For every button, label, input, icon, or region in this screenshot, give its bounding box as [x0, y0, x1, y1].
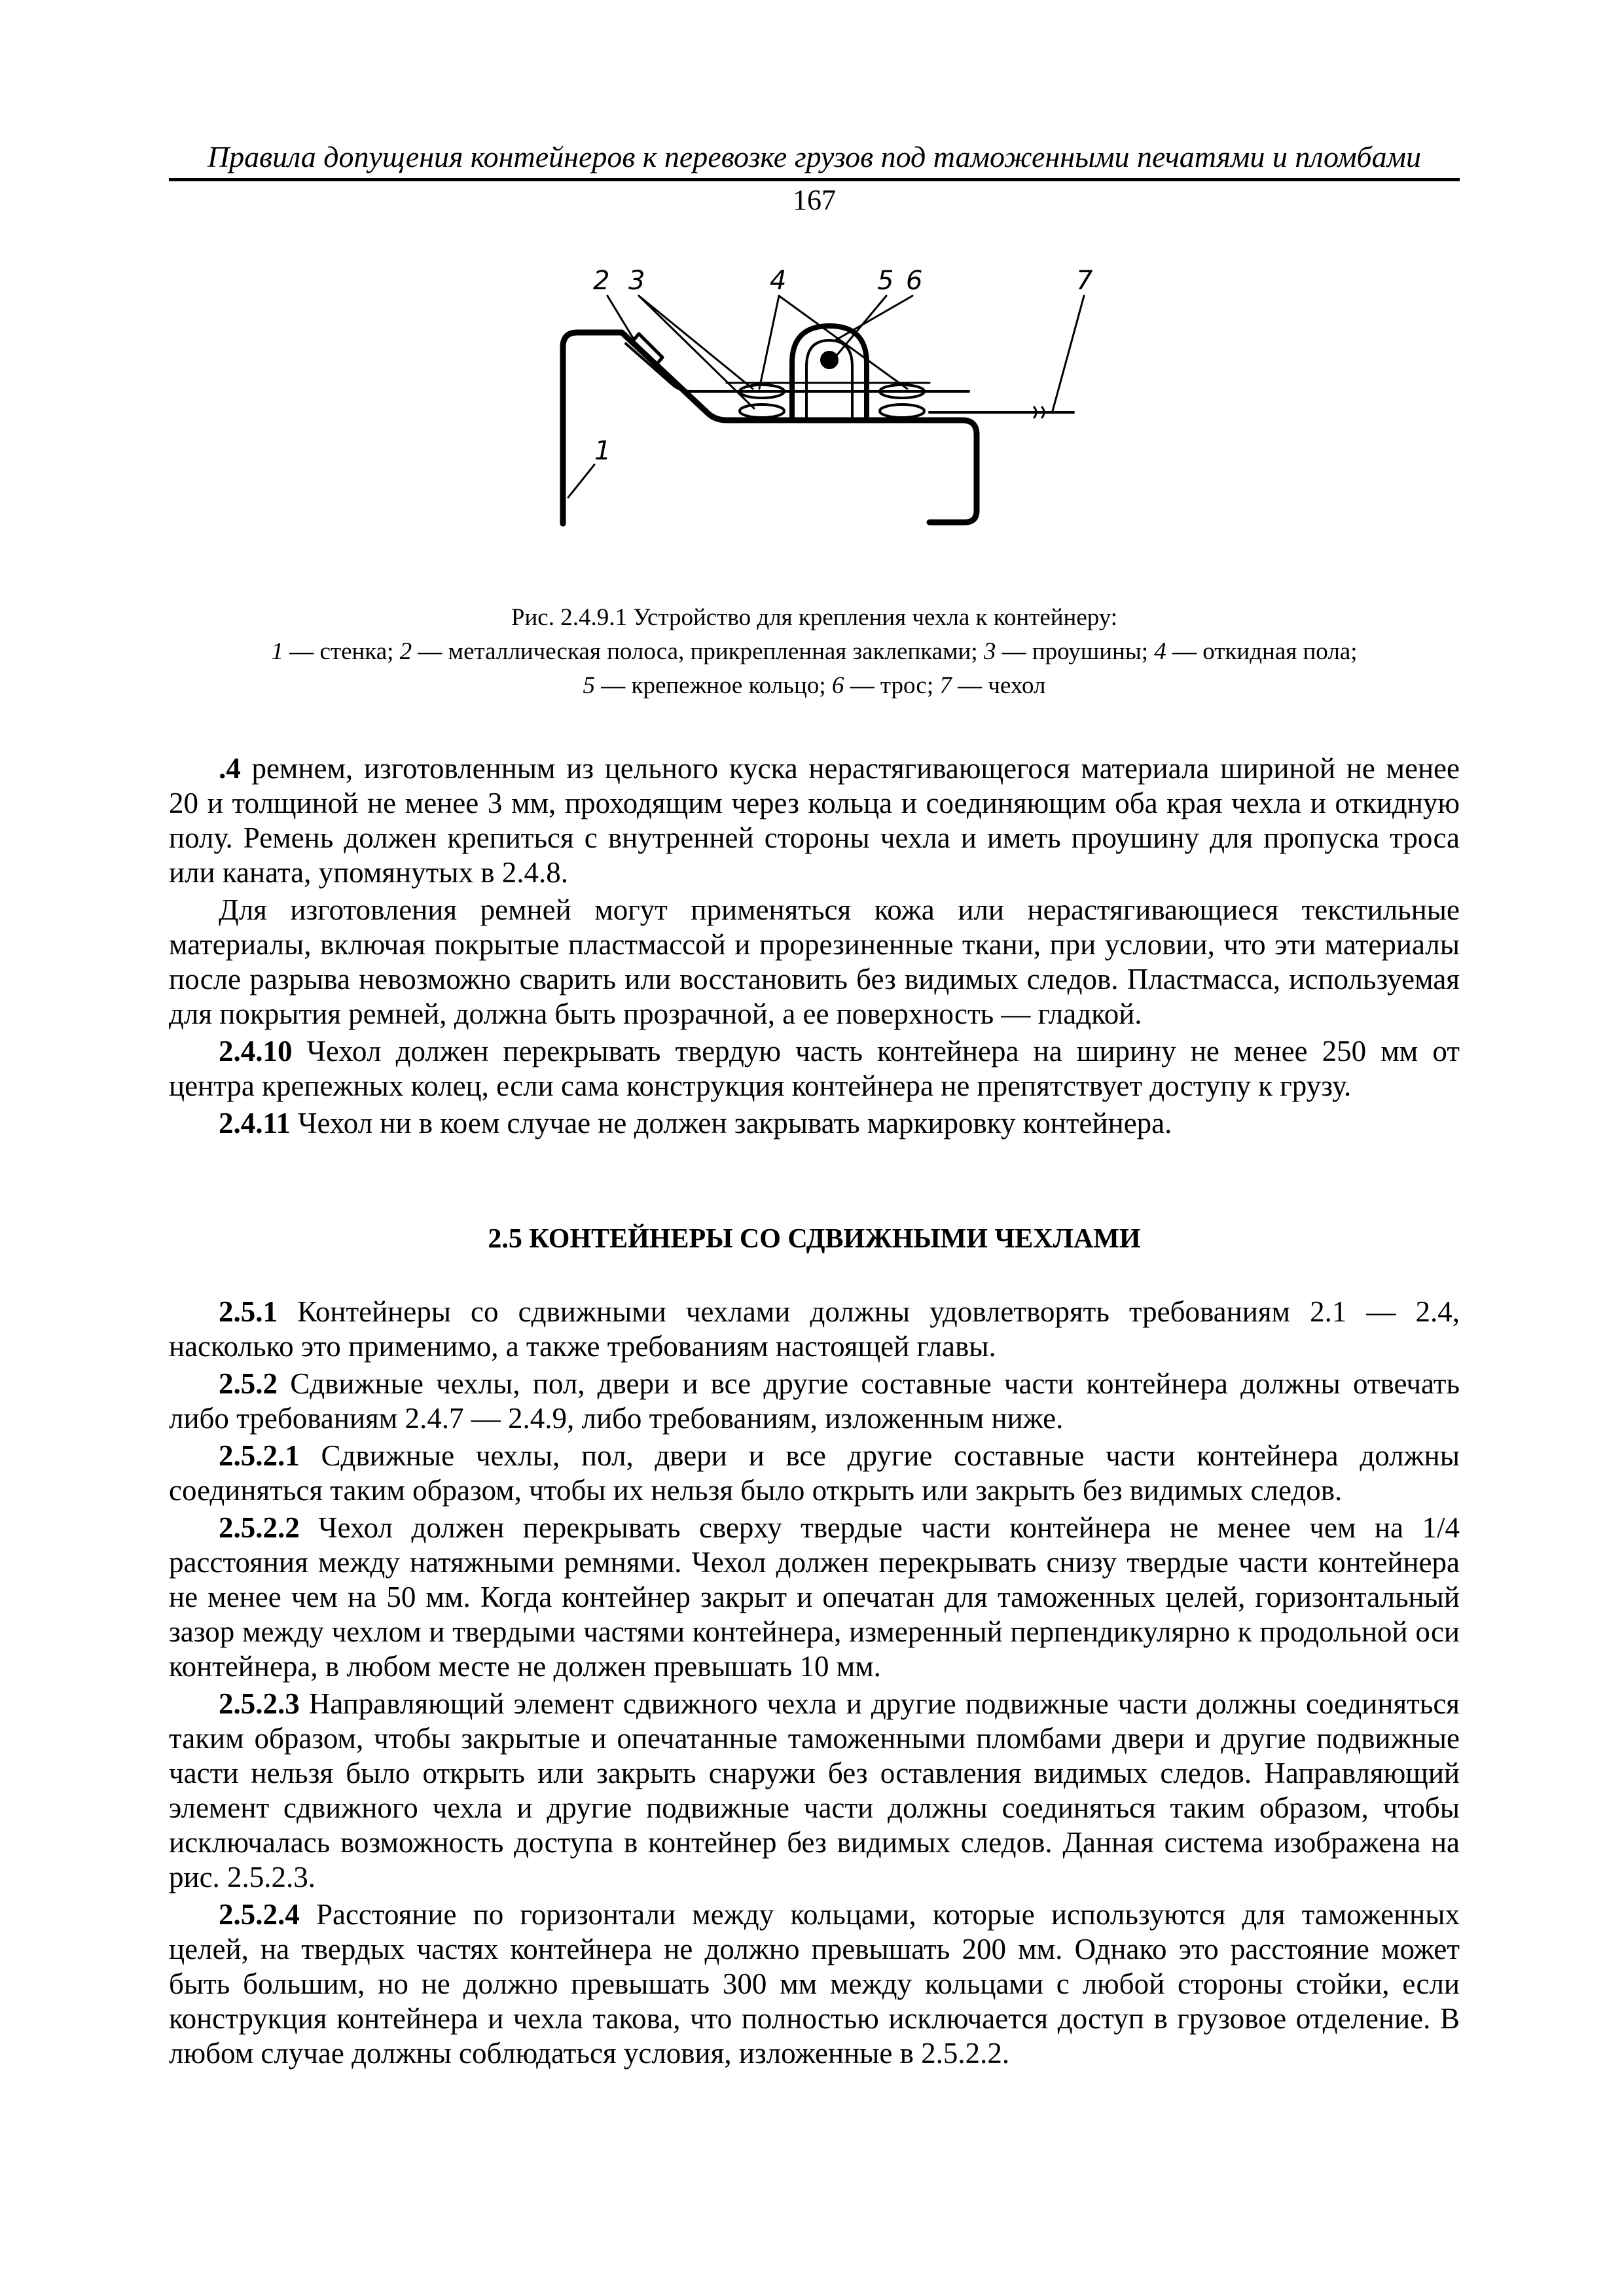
- rope: [821, 352, 837, 368]
- paragraph: 2.5.2.2 Чехол должен перекрывать сверху твердые части контейнера не менее чем на 1/4 расстояния между натяжными ремнями. Чехол должен перекрывать снизу твердые части контейнера не менее чем на 50 мм. Когда контейнер закрыт и опечатан для таможенных целей, горизонтальный зазор между чехлом и твердыми частями контейнера, измеренный перпендикулярно к продольной оси контейнера, в любом месте не должен превышать 10 мм.: [169, 1511, 1460, 1683]
- eyelet-left-lower: [740, 404, 784, 418]
- paragraph: .4 ремнем, изготовленным из цельного куска нерастягивающегося материала шириной не менее 20 и толщиной не менее 3 мм, проходящим через кольца и соединяющим оба края чехла и откидную полу. Ремень должен крепиться с внутренней стороны чехла и иметь проушину для пропуска троса или каната, упомянутых в 2.4.8.: [169, 752, 1460, 889]
- eyelet-right-lower: [880, 404, 924, 418]
- figure-label-6: 6: [906, 266, 923, 296]
- figure-label-5: 5: [877, 266, 894, 296]
- section-title: 2.5 КОНТЕЙНЕРЫ СО СДВИЖНЫМИ ЧЕХЛАМИ: [488, 1224, 1141, 1254]
- body-text-top: [169, 751, 1460, 1141]
- page-number: 167: [793, 184, 836, 216]
- running-header: Правила допущения контейнеров к перевозке грузов под таможенными печатями и пломбами: [207, 140, 1422, 173]
- figure-label-3: 3: [628, 266, 645, 296]
- paragraph: 2.5.2 Сдвижные чехлы, пол, двери и все другие составные части контейнера должны отвечать либо требованиям 2.4.7 — 2.4.9, либо требованиям, изложенным ниже.: [169, 1367, 1460, 1435]
- figure-cover-fastening: [511, 249, 1178, 556]
- body-text-bottom: [169, 1295, 1460, 2071]
- paragraph: 2.5.2.3 Направляющий элемент сдвижного чехла и другие подвижные части должны соединяться таким образом, чтобы закрытые и опечатанные таможенными пломбами двери и другие подвижные части нельзя было открыть или закрыть снаружи без оставления видимых следов. Направляющий элемент сдвижного чехла и другие подвижные части должны соединяться таким образом, чтобы исключалась возможность доступа в контейнер без видимых следов. Данная система изображена на рис. 2.5.2.3.: [169, 1687, 1460, 1893]
- figure-label-1: 1: [594, 436, 611, 466]
- figure-label-2: 2: [593, 266, 610, 296]
- paragraph: Для изготовления ремней могут применяться кожа или нерастягивающиеся текстильные материалы, включая покрытые пластмассой и прорезиненные ткани, при условии, что эти материалы после разрыва невозможно сварить или восстановить без видимых следов. Пластмасса, используемая для покрытия ремней, должна быть прозрачной, а ее поверхность — гладкой.: [169, 893, 1460, 1030]
- paragraph: 2.4.10 Чехол должен перекрывать твердую часть контейнера на ширину не менее 250 мм от центра крепежных колец, если сама конструкция контейнера не препятствует доступу к грузу.: [169, 1035, 1460, 1102]
- paragraph: 2.5.2.4 Расстояние по горизонтали между кольцами, которые используются для таможенных целей, на твердых частях контейнера не должно превышать 200 мм. Однако это расстояние может быть большим, но не должно превышать 300 мм между кольцами с любой стороны стойки, если конструкция контейнера и чехла такова, что полностью исключается доступ в грузовое отделение. В любом случае должны соблюдаться условия, изложенные в 2.5.2.2.: [169, 1898, 1460, 2070]
- figure-label-7: 7: [1076, 266, 1093, 296]
- paragraph: 2.5.1 Контейнеры со сдвижными чехлами должны удовлетворять требованиям 2.1 — 2.4, насколько это применимо, а также требованиям настоящей главы.: [169, 1295, 1460, 1363]
- paragraph: 2.5.2.1 Сдвижные чехлы, пол, двери и все другие составные части контейнера должны соединяться таким образом, чтобы их нельзя было открыть или закрыть без видимых следов.: [169, 1439, 1460, 1507]
- container-wall: [563, 332, 977, 524]
- figure-caption: [169, 601, 1460, 703]
- caption-legend-line-2: 5 — крепежное кольцо; 6 — трос; 7 — чехол: [583, 672, 1046, 699]
- caption-title: Рис. 2.4.9.1 Устройство для крепления чехла к контейнеру:: [511, 604, 1118, 631]
- paragraph: 2.4.11 Чехол ни в коем случае не должен закрывать маркировку контейнера.: [219, 1107, 1172, 1139]
- header-rule: [169, 178, 1460, 181]
- caption-legend-line-1: 1 — стенка; 2 — металлическая полоса, прикрепленная заклепками; 3 — проушины; 4 — откидная пола;: [271, 638, 1358, 665]
- figure-label-4: 4: [770, 266, 787, 296]
